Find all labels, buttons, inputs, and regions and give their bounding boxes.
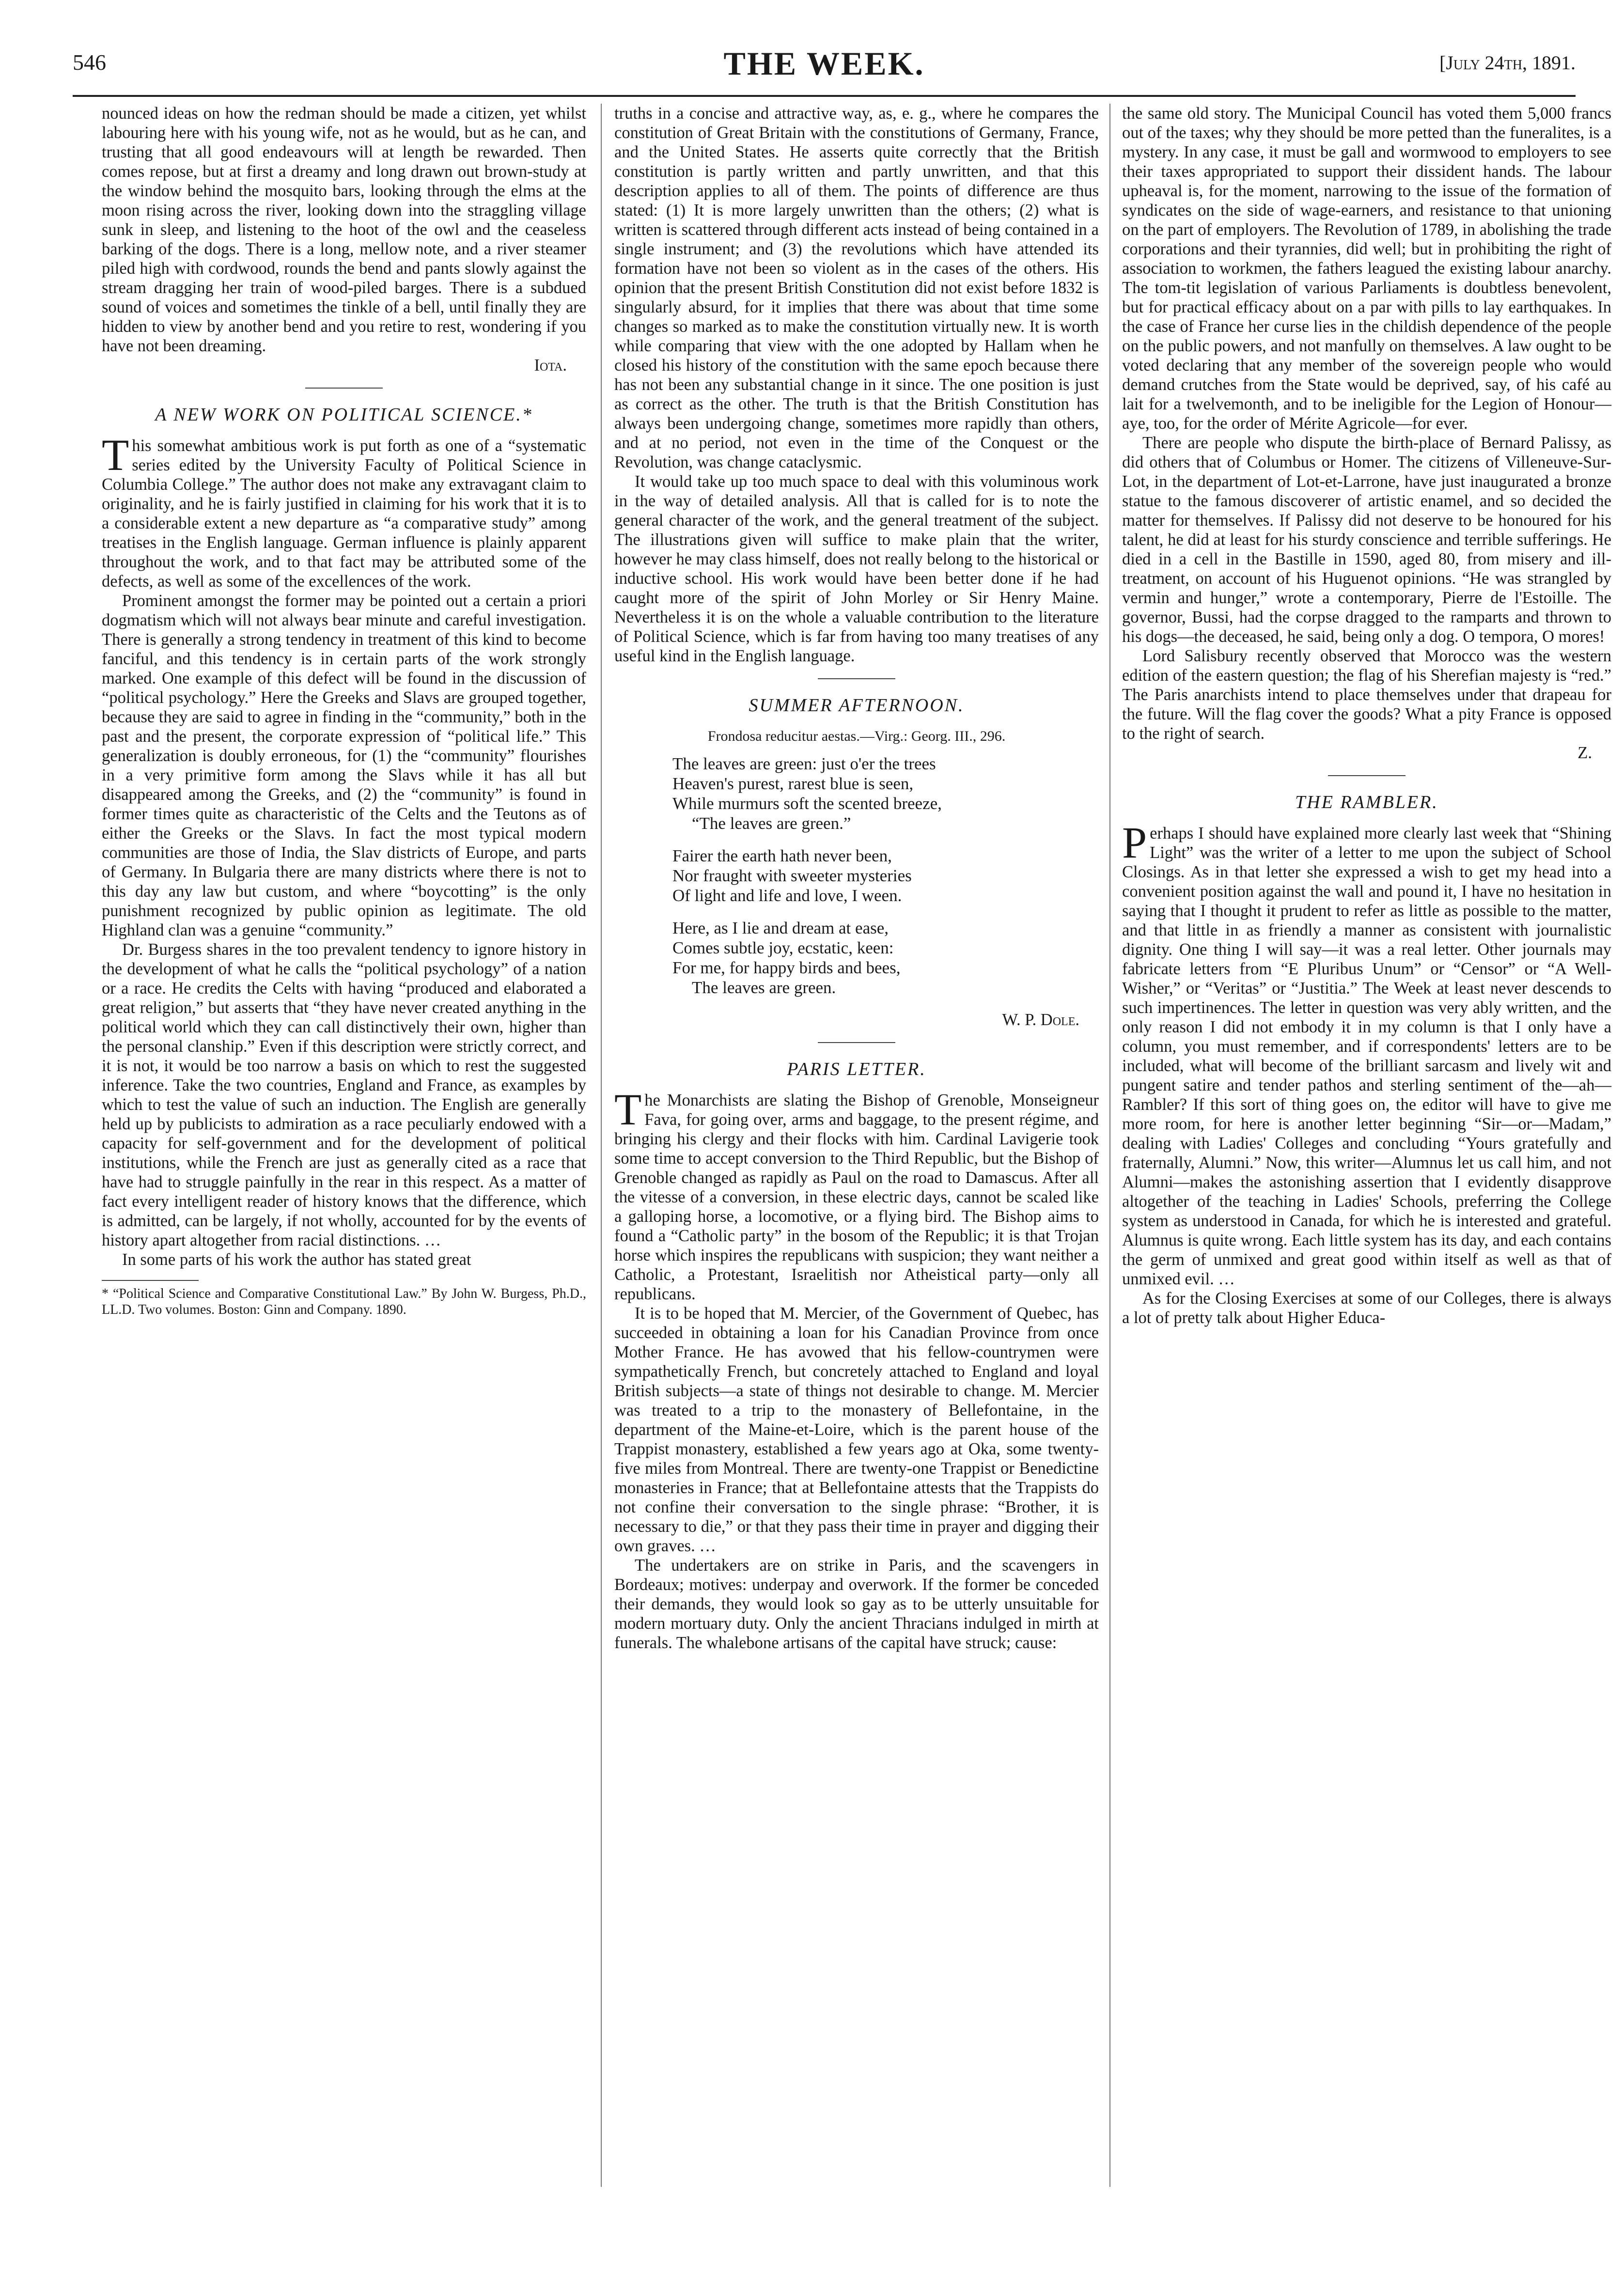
poem-line: Fairer the earth hath never been, <box>672 846 892 865</box>
article-paragraph: This somewhat ambitious work is put forth as one of a “systematic series edited by the University Faculty of Political Science in Columbia College.” The author does not make any extravagant claim to originality, and he is fairly justified in claiming for his work that it is to a considerable extent a new departure as “a comparative study” among treatises in the English language. German influence is plainly apparent throughout the work, and to that fact may be attributed some of the defects, as well as some of the excellences of the work. <box>102 430 586 591</box>
poem-heading: SUMMER AFTERNOON. <box>749 695 965 716</box>
article-paragraph: In some parts of his work the author has stated great <box>122 1250 471 1269</box>
article-paragraph: There are people who dispute the birth-place of Bernard Palissy, as did others that of Columbus or Homer. The citizens of Villeneuve-Sur-Lot, in the department of Lot-et-Larrone, have just inaugurated a bronze statue to the famous discoverer of artistic enamel, and so decided the matter for themselves. If Palissy did not deserve to be honoured for his talent, he did at least for his sturdy conscience and terrible sufferings. He died in a cell in the Bastille in 1590, aged 80, from misery and ill-treatment, on account of his Huguenot opinions. “He was strangled by vermin and hunger,” wrote a contemporary, Pierre de l'Estoille. The governor, Bussi, had the corpse dragged to the ramparts and thrown to his dogs—the deceased, he said, being only a dog. O tempora, O mores! <box>1122 434 1611 646</box>
poem-stanza <box>672 846 1099 905</box>
intro-paragraph: nounced ideas on how the redman should be made a citizen, yet whilst labouring here with his young wife, not as he would, but as he can, and trusting that all good endeavours will at length be rewarded. Then comes repose, but at first a dreamy and long drawn out brown-study at the window behind the mosquito bars, looking through the elms at the moon rising across the river, looking down into the straggling village sunk in sleep, and listening to the hoot of the owl and the ceaseless barking of the dogs. There is a long, mellow note, and a river steamer piled high with cordwood, rounds the bend and pants slowly against the stream dragging her train of wood-piled barges. There is a subdued sound of voices and sometimes the tinkle of a bell, until finally they are hidden to view by another bend and you retire to rest, wondering if you have not been dreaming. <box>102 104 586 355</box>
article-paragraph: Dr. Burgess shares in the too prevalent tendency to ignore history in the development of what he calls the “political psychology” of a nation or a race. He credits the Celts with having “produced and elaborated a great religion,” but asserts that “they have never created anything in the political world which they can call distinctively their own, higher than the personal clanship.” Even if this description were strictly correct, and it is not, it would be too narrow a basis on which to rest the suggested inference. Take the two countries, England and France, as examples by which to test the value of such an induction. The English are generally held up by publicists to admiration as a race peculiarly endowed with a capacity for self-government and for the development of political institutions, while the French are just as generally cited as a race that have had to struggle painfully in the rear in this respect. As a matter of fact every intelligent reader of history knows that the difference, which is admitted, can be largely, if not wholly, accounted for by the events of history apart altogether from racial distinctions. … <box>102 940 586 1249</box>
masthead-rule <box>73 95 1576 97</box>
column-1 <box>102 104 586 1318</box>
poem-line: Of light and life and love, I ween. <box>672 886 902 905</box>
masthead <box>73 45 1576 91</box>
rambler-heading: THE RAMBLER. <box>1295 792 1438 812</box>
footnote-rule <box>102 1280 199 1281</box>
poem-stanza <box>672 918 1099 998</box>
section-rule <box>305 388 383 389</box>
section-rule <box>818 678 895 679</box>
column-3 <box>1122 104 1611 1327</box>
article-paragraph: It is to be hoped that M. Mercier, of the Government of Quebec, has succeeded in obtaining a loan for his Canadian Province from once Mother France. He has avowed that his fellow-countrymen were sympathetically French, but concretely attached to England and loyal British subjects—a state of things not desirable to change. M. Mercier was treated to a trip to the monastery of Bellefontaine, in the department of the Maine-et-Loire, which is the parent house of the Trappist monastery, established a few years ago at Oka, some twenty-five miles from Montreal. There are twenty-one Trappist or Benedictine monasteries in France; that at Bellefontaine attests that the Trappists do not confine their conversation to the single phrase: “Brother, it is necessary to die,” or that they pass their time in prayer and digging their own graves. … <box>614 1304 1099 1555</box>
article-paragraph: It would take up too much space to deal with this voluminous work in the way of detailed analysis. All that is called for is to note the general character of the work, and the general treatment of the subject. The illustrations given will suffice to make plain that the writer, however he may class himself, does not really belong to the historical or inductive school. His work would have been better done if he had caught more of the spirit of John Morley or Sir Henry Maine. Nevertheless it is on the whole a valuable contribution to the literature of Political Science, which is far from having too many treatises of any useful kind in the English language. <box>614 472 1099 665</box>
poem-line: Comes subtle joy, ecstatic, keen: <box>672 938 894 957</box>
section-rule <box>1328 775 1405 776</box>
poem-epigraph: Frondosa reducitur aestas.—Virg.: Georg. III., 296. <box>707 728 1006 744</box>
article-heading-political-science: A NEW WORK ON POLITICAL SCIENCE.* <box>155 405 533 425</box>
footnote: * “Political Science and Comparative Constitutional Law.” By John W. Burgess, Ph.D., LL.D. Two volumes. Boston: Ginn and Company. 1890. <box>102 1286 586 1317</box>
poem-line: For me, for happy birds and bees, <box>672 958 901 977</box>
poem <box>614 754 1099 998</box>
publication-title: THE WEEK. <box>723 45 925 82</box>
poem-line: Nor fraught with sweeter mysteries <box>672 866 912 885</box>
article-paragraph: The Monarchists are slating the Bishop of Grenoble, Monseigneur Fava, for going over, arms and baggage, to the present régime, and bringing his clergy and their flocks with him. Cardinal Lavigerie took some time to accept conversion to the Third Republic, but the Bishop of Grenoble changed as rapidly as Paul on the road to Damascus. After all the vitesse of a conversion, in these electric days, cannot be scaled like a galloping horse, a locomotive, or a flying bird. The Bishop aims to found a “Catholic party” in the bosom of the Republic; it is that Trojan horse which inspires the republicans with suspicion; they want neither a Catholic, a Protestant, Israelitish nor Atheistical party—only all republicans. <box>614 1085 1099 1303</box>
section-rule <box>818 1042 895 1043</box>
intro-signature: Iota. <box>534 356 567 374</box>
letter-signature: Z. <box>1577 744 1592 762</box>
poem-line: The leaves are green: just o'er the trees <box>672 754 936 773</box>
article-paragraph: The undertakers are on strike in Paris, and the scavengers in Bordeaux; motives: underpay and overwork. If the former be conceded their demands, they would look so gay as to be utterly unsuitable for modern mortuary duty. Only the ancient Thracians indulged in mirth at funerals. The whalebone artisans of the capital have struck; cause: <box>614 1556 1099 1652</box>
poem-stanza <box>672 754 1099 833</box>
article-paragraph: Lord Salisbury recently observed that Morocco was the western edition of the eastern question; the flag of his Sherefian majesty is “red.” The Paris anarchists intend to place themselves under that drapeau for the future. Will the flag cover the goods? What a pity France is opposed to the right of search. <box>1122 647 1611 743</box>
column-divider <box>601 104 602 2187</box>
article-paragraph: As for the Closing Exercises at some of our Colleges, there is always a lot of pretty talk about Higher Educa- <box>1122 1289 1611 1327</box>
poem-line: While murmurs soft the scented breeze, <box>672 794 942 813</box>
article-paragraph: Prominent amongst the former may be pointed out a certain a priori dogmatism which will not always bear minute and careful investigation. There is generally a strong tendency in treatment of this kind to become fanciful, and this tendency is in certain parts of the work strongly marked. One example of this defect will be found in the discussion of “political psychology.” Here the Greeks and Slavs are grouped together, because they are said to agree in finding in the “community,” both in the past and the present, the corporate expression of “political life.” This generalization is doubly erroneous, for (1) the “community” flourishes in a very primitive form among the Slavs while it has all but disappeared among the Greeks, and (2) the “community” is found in former times quite as characteristic of the Celts and the Teutons as of either the Greeks or the Slavs. In fact the most typical modern communities are those of India, the Slav districts of Europe, and parts of Germany. In Bulgaria there are many districts where there is not to this day any law but custom, and where “boycotting” is the only punishment recognized by public opinion as legitimate. The old Highland clan was a genuine “community.” <box>102 592 586 939</box>
poem-line: Heaven's purest, rarest blue is seen, <box>672 774 914 793</box>
column-2 <box>614 104 1099 1652</box>
paris-letter-heading: PARIS LETTER. <box>787 1059 926 1079</box>
column-divider <box>1109 104 1110 2187</box>
page-number: 546 <box>73 50 106 75</box>
article-paragraph: Perhaps I should have explained more clearly last week that “Shining Light” was the writer of a letter to me upon the subject of School Closings. As in that letter she expressed a wish to get my head into a convenient position against the wall and pound it, I have no hesitation in saying that I thought it prudent to refer as little as possible to the matter, and that little in as friendly a manner as consistent with journalistic dignity. One thing I will say—it was a real letter. Other journals may fabricate letters from “E Pluribus Unum” or “Censor” or “A Well-Wisher,” or “Veritas” or “Justitia.” The Week at least never descends to such impertinences. The letter in question was very ably written, and the only reason I did not embody it in my column is that I only have a column, you must remember, and if correspondents' letters are to be included, what will become of the brilliant sarcasm and lively wit and pungent satire and tender pathos and sterling sentiment of the—ah—Rambler? If this sort of thing goes on, the editor will have to give me more room, for here is another letter beginning “Sir—or—Madam,” dealing with Ladies' Colleges and concluding “Yours gratefully and fraternally, Alumni.” Now, this writer—Alumnus let us call him, and not Alumni—makes the astonishing assertion that I evidently disapprove altogether of the teaching in Ladies' Schools, preferring the College system as understood in Canada, for which he is interested and grateful. Alumnus is quite wrong. Each little system has its day, and each contains the germ of unmixed and great good within itself as well as that of unmixed evil. … <box>1122 818 1611 1288</box>
poem-line: “The leaves are green.” <box>692 814 851 833</box>
poem-line: Here, as I lie and dream at ease, <box>672 919 889 937</box>
poem-line: The leaves are green. <box>692 978 836 997</box>
article-paragraph: truths in a concise and attractive way, as, e. g., where he compares the constitution of Great Britain with the constitutions of Germany, France, and the United States. He asserts quite correctly that the British constitution is partly written and partly unwritten, and that this description applies to all of them. The points of difference are thus stated: (1) It is more largely unwritten than the others; (2) what is written is scattered through different acts instead of being contained in a single instrument; and (3) the revolutions which have attended its formation have not been so violent as in the cases of the others. His opinion that the present British Constitution did not exist before 1832 is singularly absurd, for it implies that there was about that time some changes so marked as to make the constitution virtually new. It is worth while comparing that view with the one adopted by Hallam when he closed his history of the constitution with the same epoch because there has not been any substantial change in it since. The one position is just as correct as the other. The truth is that the British Constitution has always been undergoing change, sometimes more rapidly than others, and at no period, not even in the time of the Conquest or the Revolution, was change cataclysmic. <box>614 104 1099 471</box>
issue-date: [July 24th, 1891. <box>1439 52 1576 74</box>
article-paragraph: the same old story. The Municipal Council has voted them 5,000 francs out of the taxes; why they should be more petted than the funeralites, is a mystery. In any case, it must be gall and wormwood to employers to see their taxes appropriated to support their dissident hands. The labour upheaval is, for the moment, narrowing to the issue of the formation of syndicates on the side of wage-earners, and resistance to that unioning on the part of employers. The Revolution of 1789, in abolishing the trade corporations and their tyrannies, did well; but in prohibiting the right of association to workmen, the fathers leagued the existing labour anarchy. The tom-tit legislation of various Parliaments is doubtless benevolent, but for practical efficacy about on a par with pills to lay earthquakes. In the case of France her curse lies in the childish dependence of the people on the public powers, and not manfully on themselves. A law ought to be voted declaring that any member of the sovereign people who would demand crutches from the State would be deprived, say, of his café au lait for a twelvemonth, and to be ineligible for the Legion of Honour—aye, too, for the order of Mérite Agricole—for ever. <box>1122 104 1611 433</box>
poem-author: W. P. Dole. <box>1002 1011 1079 1029</box>
